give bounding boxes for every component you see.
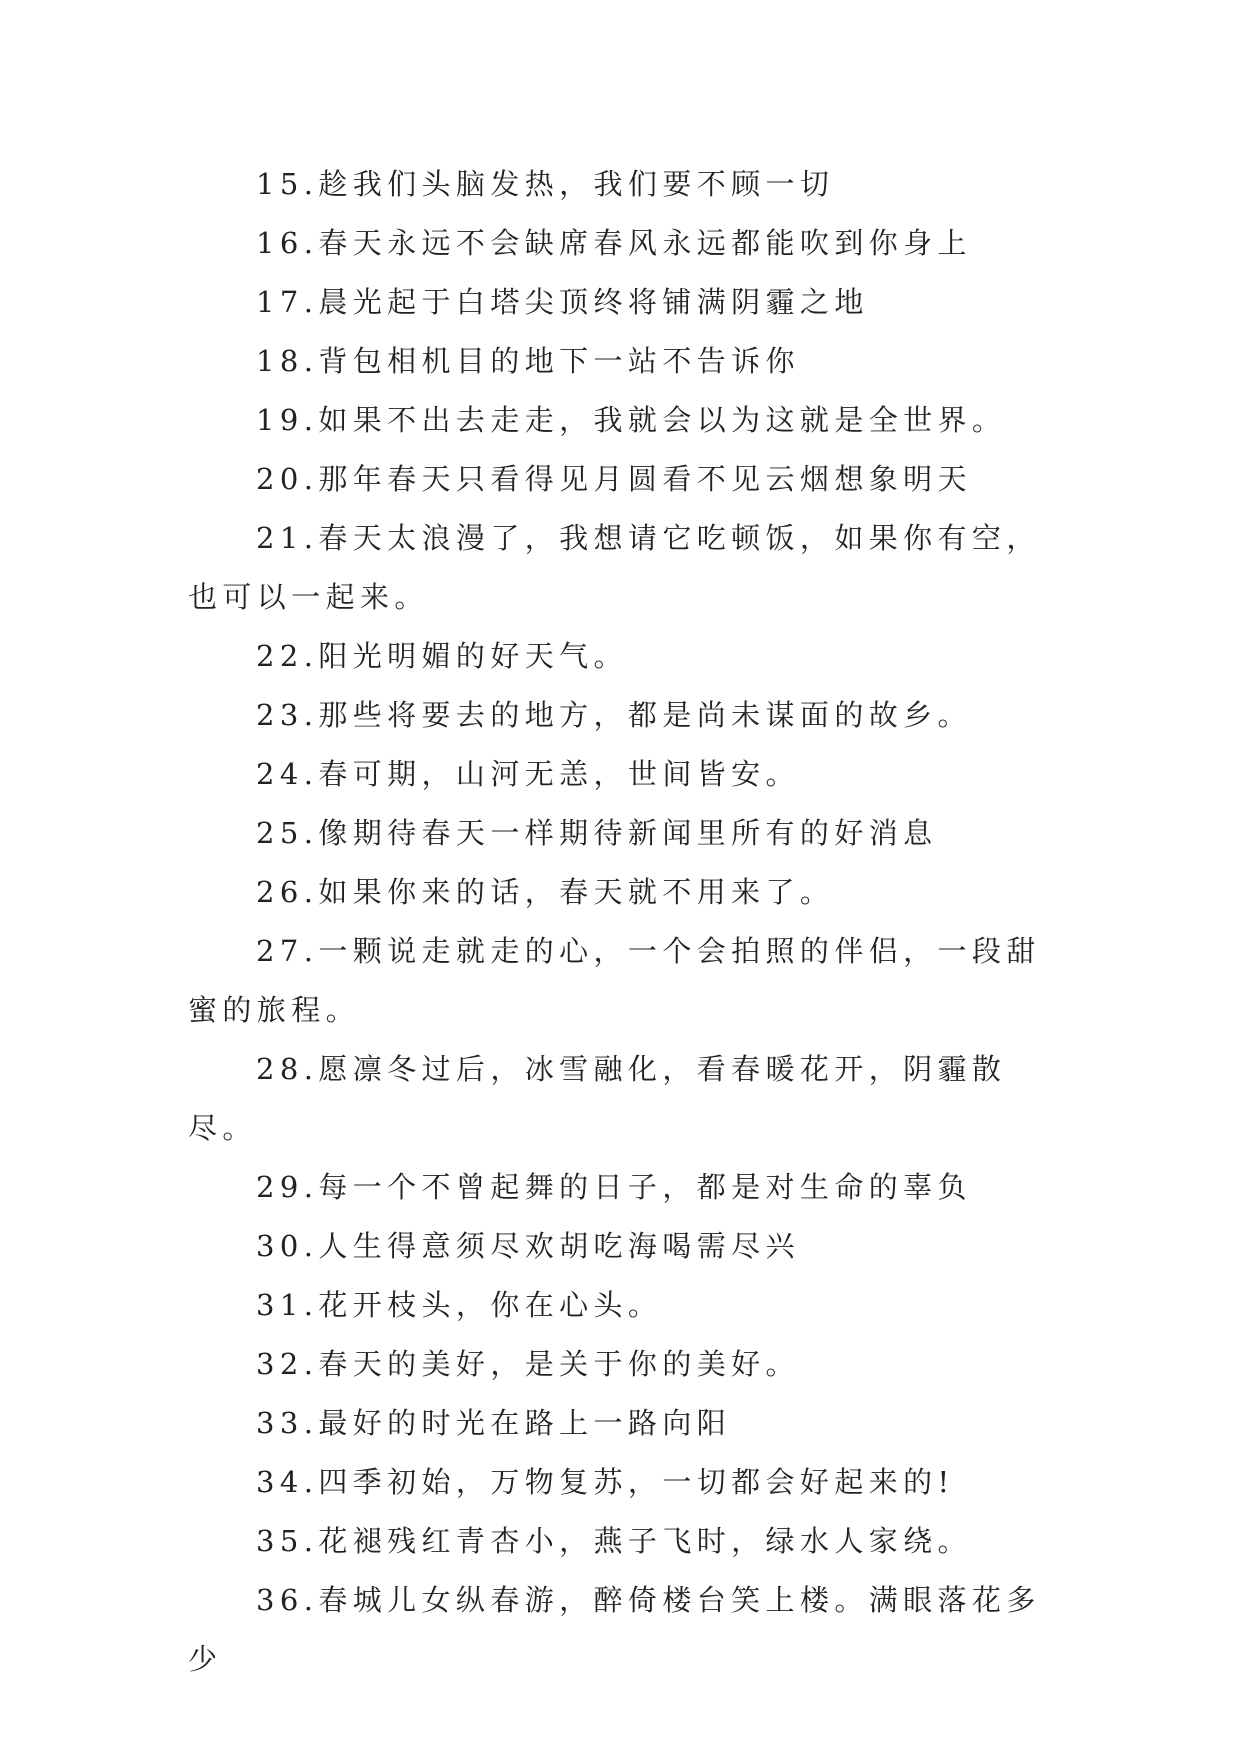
paragraph-22: 22.阳光明媚的好天气。 bbox=[256, 639, 628, 673]
document-body bbox=[188, 155, 1063, 1689]
paragraph-35: 35.花褪残红青杏小，燕子飞时，绿水人家绕。 bbox=[256, 1524, 972, 1558]
paragraph-28: 28.愿凛冬过后，冰雪融化，看春暖花开，阴霾散尽。 bbox=[188, 1052, 1007, 1145]
paragraph-33: 33.最好的时光在路上一路向阳 bbox=[256, 1406, 732, 1440]
paragraph-32: 32.春天的美好，是关于你的美好。 bbox=[256, 1347, 800, 1381]
paragraph-26: 26.如果你来的话，春天就不用来了。 bbox=[256, 875, 835, 909]
paragraph-31: 31.花开枝头，你在心头。 bbox=[256, 1288, 663, 1322]
paragraph-15: 15.趁我们头脑发热，我们要不顾一切 bbox=[256, 167, 835, 201]
paragraph-20: 20.那年春天只看得见月圆看不见云烟想象明天 bbox=[256, 462, 972, 496]
paragraph-23: 23.那些将要去的地方，都是尚未谋面的故乡。 bbox=[256, 698, 972, 732]
paragraph-27: 27.一颗说走就走的心，一个会拍照的伴侣，一段甜蜜的旅程。 bbox=[188, 934, 1041, 1027]
paragraph-34: 34.四季初始，万物复苏，一切都会好起来的! bbox=[256, 1465, 955, 1499]
paragraph-19: 19.如果不出去走走，我就会以为这就是全世界。 bbox=[256, 403, 1007, 437]
paragraph-30: 30.人生得意须尽欢胡吃海喝需尽兴 bbox=[256, 1229, 800, 1263]
paragraph-16: 16.春天永远不会缺席春风永远都能吹到你身上 bbox=[256, 226, 972, 260]
paragraph-18: 18.背包相机目的地下一站不告诉你 bbox=[256, 344, 800, 378]
paragraph-17: 17.晨光起于白塔尖顶终将铺满阴霾之地 bbox=[256, 285, 869, 319]
paragraph-36: 36.春城儿女纵春游，醉倚楼台笑上楼。满眼落花多少 bbox=[188, 1583, 1041, 1676]
paragraph-21: 21.春天太浪漫了，我想请它吃顿饭，如果你有空，也可以一起来。 bbox=[188, 521, 1041, 614]
paragraph-25: 25.像期待春天一样期待新闻里所有的好消息 bbox=[256, 816, 938, 850]
paragraph-24: 24.春可期，山河无恙，世间皆安。 bbox=[256, 757, 800, 791]
paragraph-29: 29.每一个不曾起舞的日子，都是对生命的辜负 bbox=[256, 1170, 972, 1204]
